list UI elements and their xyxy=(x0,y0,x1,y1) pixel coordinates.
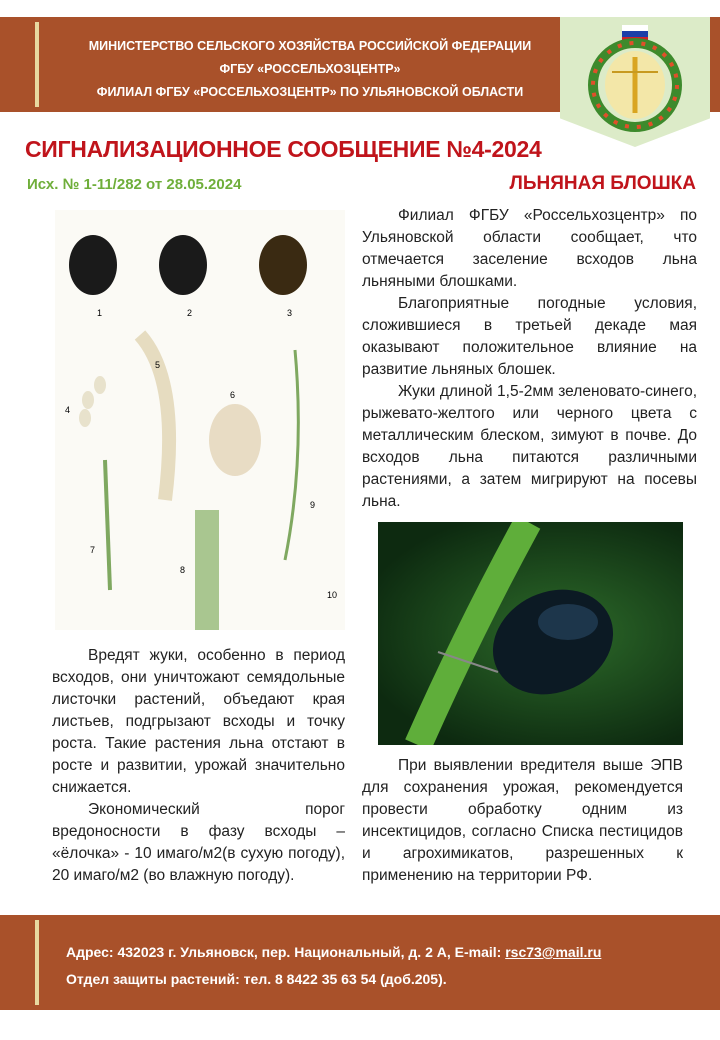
beetle-photo xyxy=(378,522,683,745)
figure-label: 7 xyxy=(90,545,96,555)
address-text: Адрес: 432023 г. Ульяновск, пер. Национальный, д. 2 А, E-mail: xyxy=(66,944,506,960)
figure-label: 8 xyxy=(180,565,186,575)
pest-name: ЛЬНЯНАЯ БЛОШКА xyxy=(509,173,696,194)
page-title: СИГНАЛИЗАЦИОННОЕ СООБЩЕНИЕ №4-2024 xyxy=(25,136,542,162)
figure-label: 10 xyxy=(327,590,338,600)
footer-address xyxy=(66,944,601,960)
pest-lifecycle-illustration xyxy=(55,210,345,630)
figure-label: 6 xyxy=(230,390,236,400)
figure-label: 3 xyxy=(287,308,293,318)
paragraph: Вредят жуки, особенно в период всходов, они уничтожают семядольные листочки растений, объедают края листьев, подгрызают всходы и точку роста. Такие растения льна отстают в росте и развитии, урожай значительно снижается. xyxy=(52,647,345,796)
figure-label: 2 xyxy=(187,308,193,318)
paragraph: Благоприятные погодные условия, сложившиеся в третьей декаде мая оказывают положительное влияние на развитие льняных блошек. xyxy=(362,295,697,378)
figure-label: 5 xyxy=(155,360,161,370)
footer-banner xyxy=(0,915,720,1010)
footer-phone: Отдел защиты растений: тел. 8 8422 35 63 54 (доб.205). xyxy=(66,971,447,987)
figure-label: 1 xyxy=(97,308,103,318)
emblem-logo xyxy=(560,17,710,147)
accent-bar xyxy=(35,920,39,1005)
figure-label: 9 xyxy=(310,500,316,510)
figure-label: 4 xyxy=(65,405,71,415)
damage-text xyxy=(52,645,345,887)
paragraph: Жуки длиной 1,5-2мм зеленовато-синего, рыжевато-желтого или черного цвета с металлическим блеском, зимуют в почве. До всходов льна питаются различными растениями, а затем мигрируют на посевы льна. xyxy=(362,383,697,510)
email-link[interactable]: rsc73@mail.ru xyxy=(505,944,602,960)
recommendation-text xyxy=(362,755,683,887)
paragraph: Экономический порог вредоносности в фазу всходы – «ёлочка» - 10 имаго/м2(в сухую погоду), 20 имаго/м2 (во влажную погоду). xyxy=(52,801,345,884)
intro-text xyxy=(362,205,697,513)
header-branch: ФИЛИАЛ ФГБУ «РОССЕЛЬХОЗЦЕНТР» ПО УЛЬЯНОВСКОЙ ОБЛАСТИ xyxy=(96,85,524,99)
header-org: ФГБУ «РОССЕЛЬХОЗЦЕНТР» xyxy=(219,62,401,76)
reference-number: Исх. № 1-11/282 от 28.05.2024 xyxy=(27,176,242,193)
accent-bar xyxy=(35,22,39,107)
paragraph: Филиал ФГБУ «Россельхозцентр» по Ульяновской области сообщает, что отмечается заселение всходов льна льняными блошками. xyxy=(362,207,697,290)
paragraph: При выявлении вредителя выше ЭПВ для сохранения урожая, рекомендуется провести обработку одним из инсектицидов, согласно Списка пестицидов и агрохимикатов, разрешенных к применению на территории РФ. xyxy=(362,757,683,884)
header-ministry: МИНИСТЕРСТВО СЕЛЬСКОГО ХОЗЯЙСТВА РОССИЙСКОЙ ФЕДЕРАЦИИ xyxy=(88,39,532,53)
